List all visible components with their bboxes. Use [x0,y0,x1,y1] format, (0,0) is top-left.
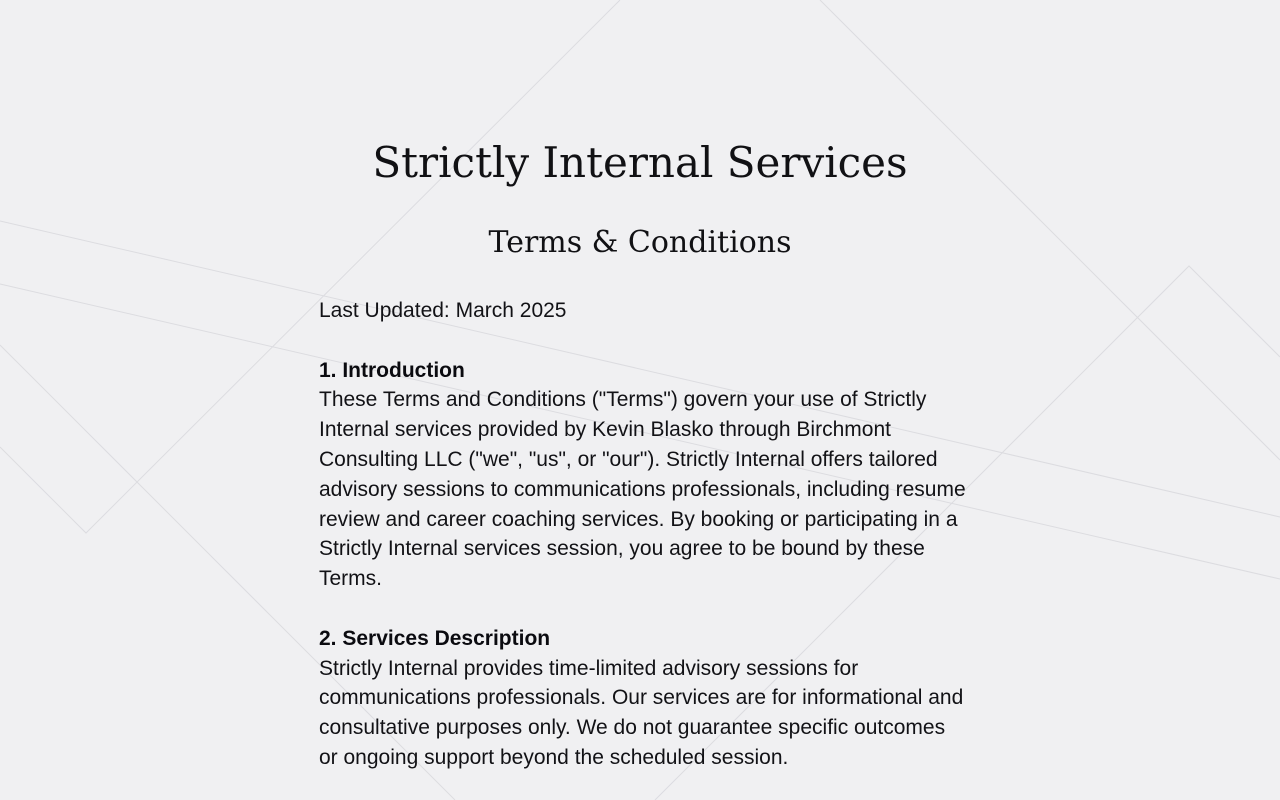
section-body: These Terms and Conditions ("Terms") govern your use of Strictly Internal services provided by Kevin Blasko through Birchmont Consulting LLC ("we", "us", or "our"). Strictly Internal offers tailored advisory sessions to communications professionals, including resume review and career coaching services. By booking or participating in a Strictly Internal services session, you agree to be bound by these Terms. [319,388,966,591]
page-title: Strictly Internal Services [372,138,908,187]
last-updated-text: Last Updated: March 2025 [319,299,567,322]
section-heading: 1. Introduction [319,358,465,382]
section-services-description [319,624,969,773]
section-body: Strictly Internal provides time-limited advisory sessions for communications professionals. Our services are for informational and consultative purposes only. We do not guarantee specific outcomes or ongoing support beyond the scheduled session. [319,656,964,769]
section-introduction [319,356,969,594]
page-subtitle: Terms & Conditions [488,225,792,260]
document-body [319,296,969,800]
section-heading: 2. Services Description [319,626,551,650]
